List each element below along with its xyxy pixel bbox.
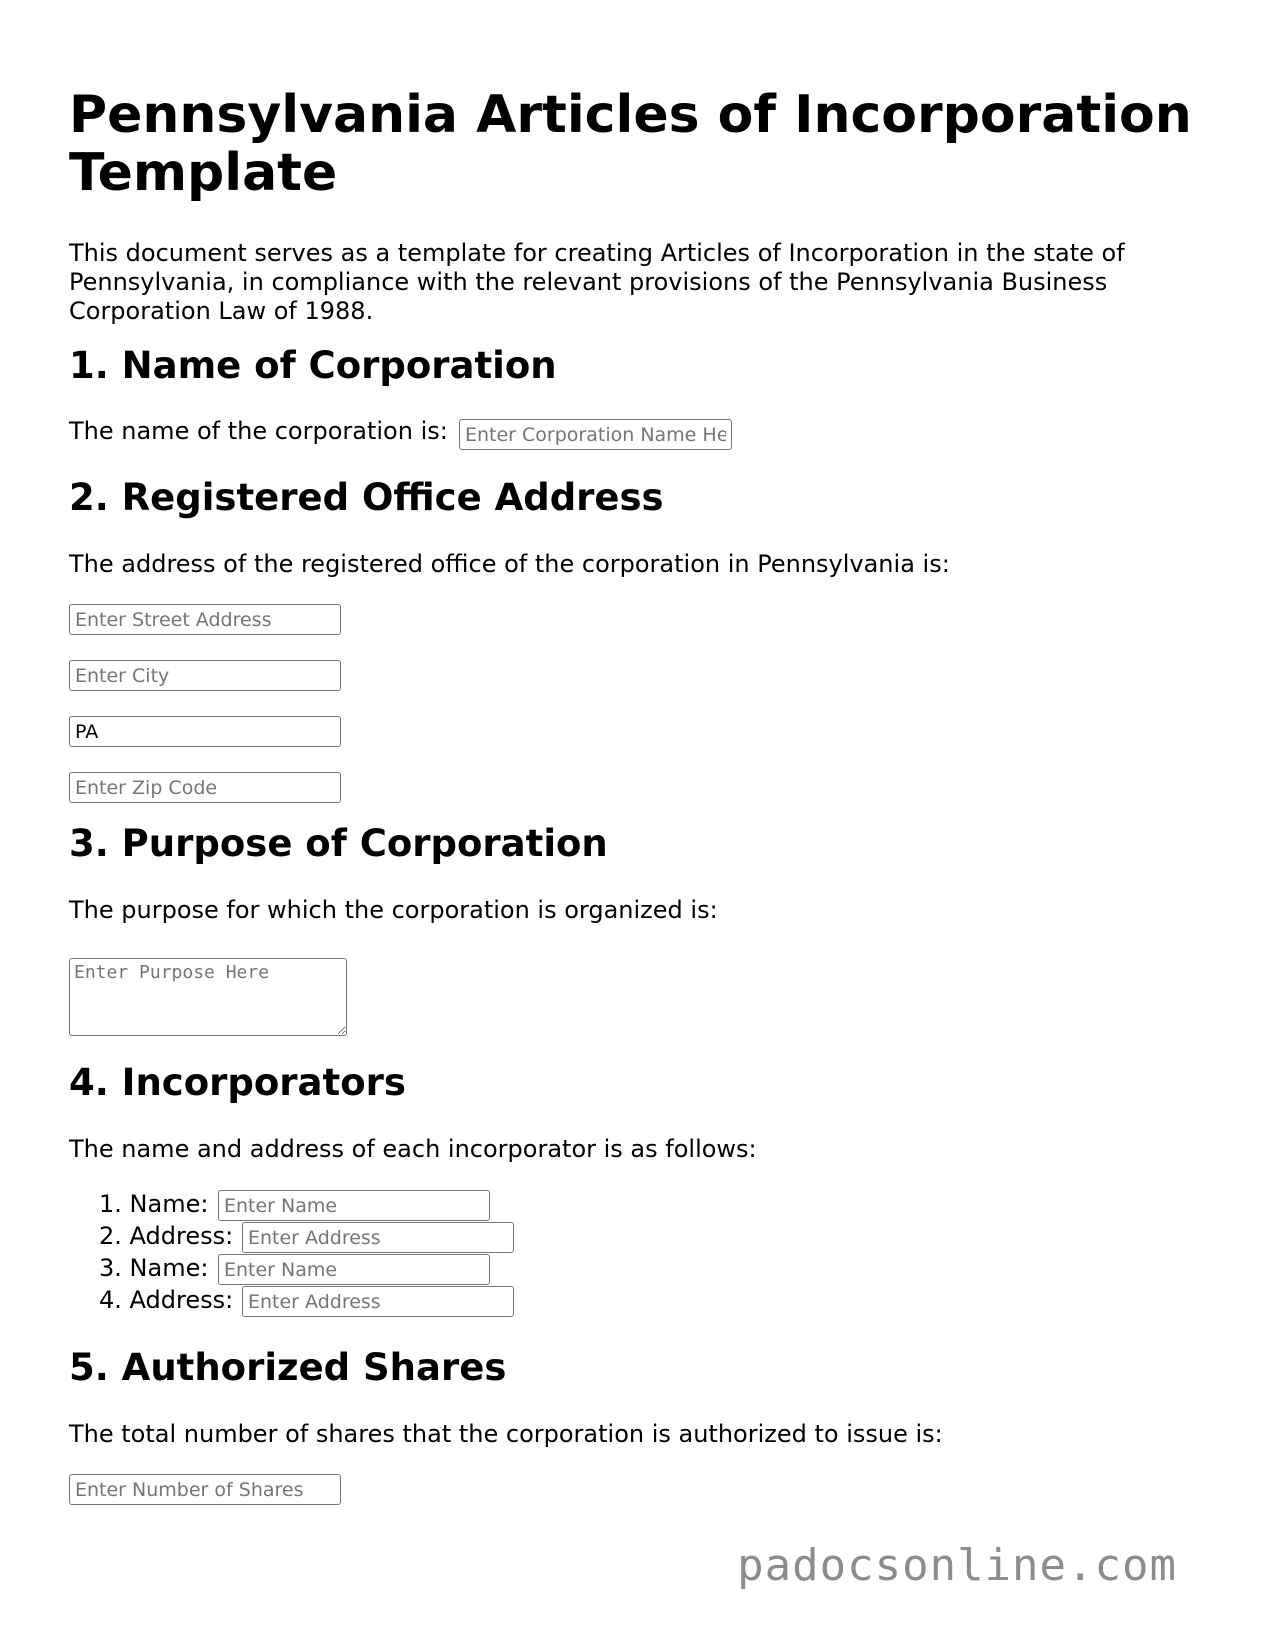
incorporator-list-item: [99, 1285, 233, 1316]
purpose-textarea[interactable]: [69, 958, 347, 1036]
city-input[interactable]: [69, 660, 341, 691]
incorporator-name-input[interactable]: [218, 1190, 490, 1221]
incorporator-address-label: 2. Address:: [99, 1222, 234, 1250]
incorporator-address-input[interactable]: [242, 1222, 514, 1253]
incorporator-name-label: 3. Name:: [99, 1254, 209, 1282]
incorporator-list-item: [99, 1189, 208, 1220]
section-heading-authorized-shares: 5. Authorized Shares: [69, 1346, 507, 1389]
street-address-input[interactable]: [69, 604, 341, 635]
state-input[interactable]: [69, 716, 341, 747]
incorporators-label: The name and address of each incorporator is as follows:: [69, 1135, 757, 1163]
intro-paragraph: This document serves as a template for creating Articles of Incorporation in the state of Pennsylvania, in compliance with the relevant provisions of the Pennsylvania Business Corporation Law of 1988.: [69, 239, 1125, 325]
incorporator-name-label: 1. Name:: [99, 1190, 209, 1218]
document-title: Pennsylvania Articles of Incorporation Template: [69, 85, 1192, 203]
section-heading-registered-office: 2. Registered Office Address: [69, 476, 664, 519]
incorporator-address-label: 4. Address:: [99, 1286, 234, 1314]
incorporator-list-item: [99, 1253, 208, 1284]
section-heading-incorporators: 4. Incorporators: [69, 1061, 406, 1104]
corporation-name-input[interactable]: [459, 419, 732, 450]
incorporator-address-input[interactable]: [242, 1286, 514, 1317]
zip-code-input[interactable]: [69, 772, 341, 803]
corporation-name-label: The name of the corporation is:: [69, 417, 448, 445]
incorporator-name-input[interactable]: [218, 1254, 490, 1285]
section-heading-name: 1. Name of Corporation: [69, 344, 557, 387]
registered-office-label: The address of the registered office of the corporation in Pennsylvania is:: [69, 550, 950, 578]
purpose-label: The purpose for which the corporation is organized is:: [69, 896, 718, 924]
watermark-text: padocsonline.com: [737, 1540, 1177, 1591]
incorporator-list-item: [99, 1221, 233, 1252]
section-heading-purpose: 3. Purpose of Corporation: [69, 822, 608, 865]
authorized-shares-input[interactable]: [69, 1474, 341, 1505]
authorized-shares-label: The total number of shares that the corporation is authorized to issue is:: [69, 1420, 943, 1448]
